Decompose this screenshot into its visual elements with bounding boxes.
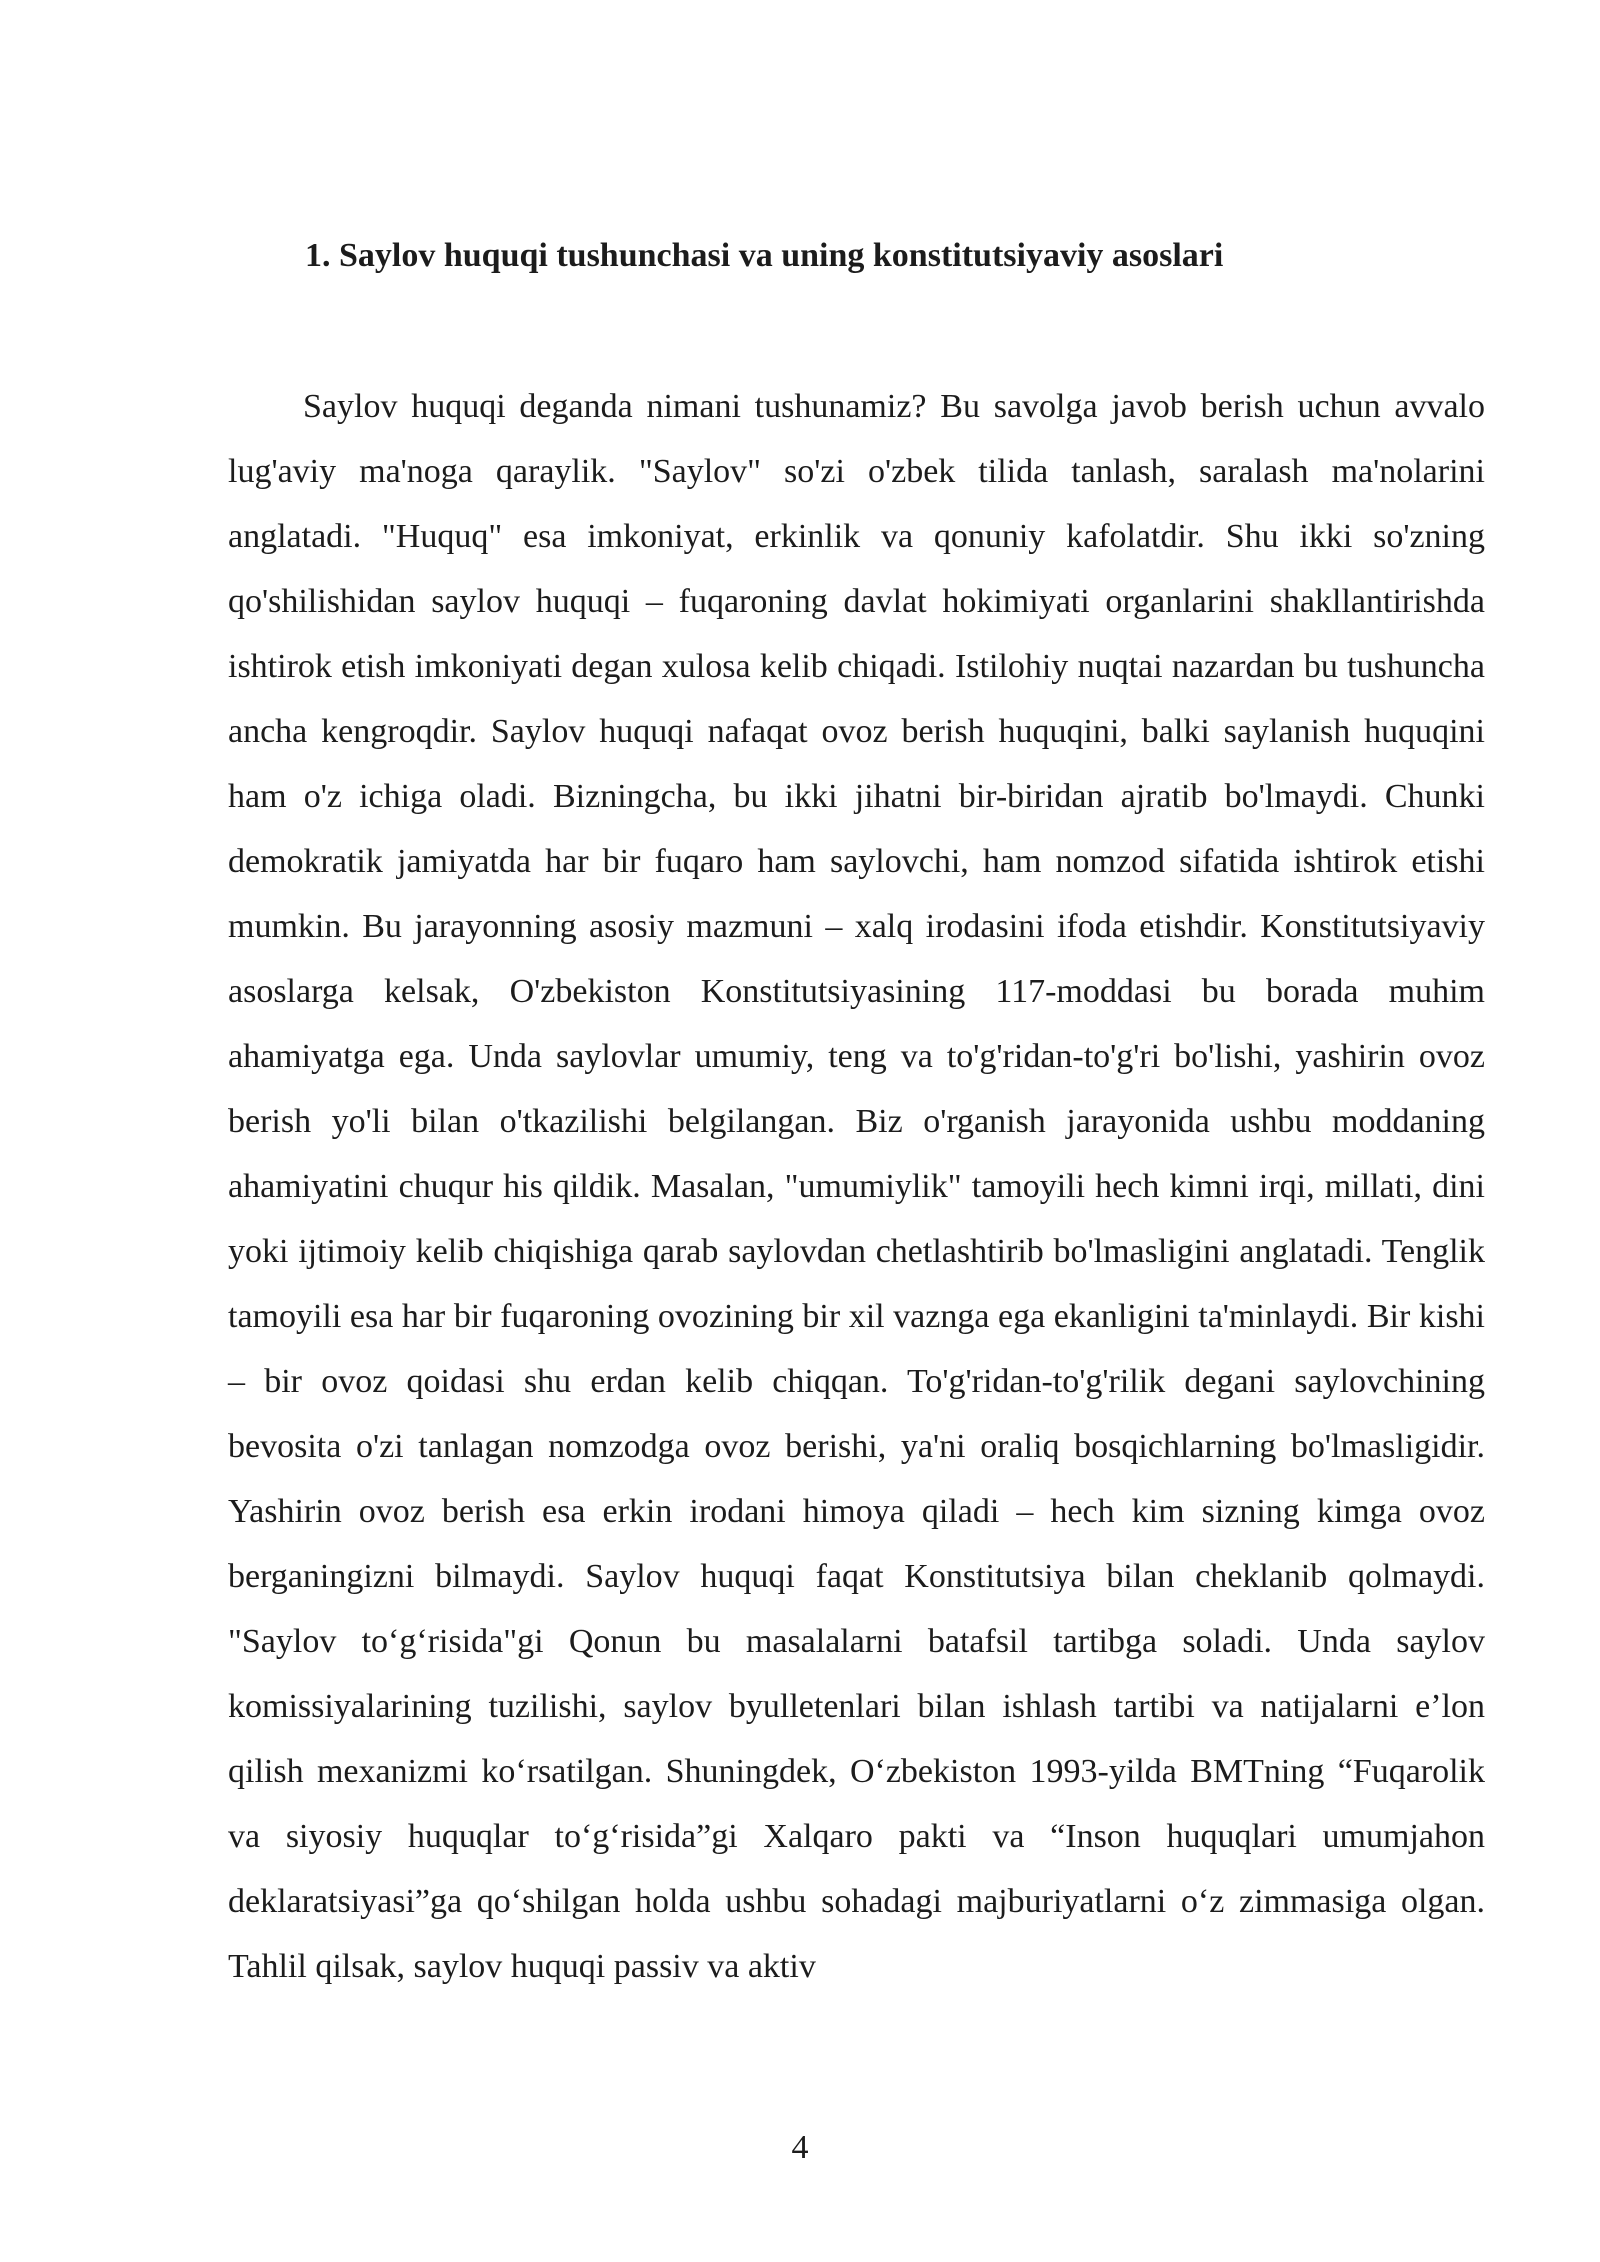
body-paragraph: Saylov huquqi deganda nimani tushunamiz? Bu savolga javob berish uchun avvalo lug'aviy ma'noga qaraylik. "Saylov" so'zi o'zbek tilida tanlash, saralash ma'nolarini anglatadi. "Huquq" esa imkoniyat, erkinlik va qonuniy kafolatdir. Shu ikki so'zning qo'shilishidan saylov huquqi – fuqaroning davlat hokimiyati organlarini shakllantirishda ishtirok etish imkoniyati degan xulosa kelib chiqadi. Istilohiy nuqtai nazardan bu tushuncha ancha kengroqdir. Saylov huquqi nafaqat ovoz berish huquqini, balki saylanish huquqini ham o'z ichiga oladi. Bizningcha, bu ikki jihatni bir-biridan ajratib bo'lmaydi. Chunki demokratik jamiyatda har bir fuqaro ham saylovchi, ham nomzod sifatida ishtirok etishi mumkin. Bu jarayonning asosiy mazmuni – xalq irodasini ifoda etishdir. Konstitutsiyaviy asoslarga kelsak, O'zbekiston Konstitutsiyasining 117-moddasi bu borada muhim ahamiyatga ega. Unda saylovlar umumiy, teng va to'g'ridan-to'g'ri bo'lishi, yashirin ovoz berish yo'li bilan o'tkazilishi belgilangan. Biz o'rganish jarayonida ushbu moddaning ahamiyatini chuqur his qildik. Masalan, "umumiylik" tamoyili hech kimni irqi, millati, dini yoki ijtimoiy kelib chiqishiga qarab saylovdan chetlashtirib bo'lmasligini anglatadi. Tenglik tamoyili esa har bir fuqaroning ovozining bir xil vaznga ega ekanligini ta'minlaydi. Bir kishi – bir ovoz qoidasi shu erdan kelib chiqqan. To'g'ridan-to'g'rilik degani saylovchining bevosita o'zi tanlagan nomzodga ovoz berishi, ya'ni oraliq bosqichlarning bo'lmasligidir. Yashirin ovoz berish esa erkin irodani himoya qiladi – hech kim sizning kimga ovoz berganingizni bilmaydi. Saylov huquqi faqat Konstitutsiya bilan cheklanib qolmaydi. "Saylov to‘g‘risida"gi Qonun bu masalalarni batafsil tartibga soladi. Unda saylov komissiyalarining tuzilishi, saylov byulletenlari bilan ishlash tartibi va natijalarni e’lon qilish mexanizmi ko‘rsatilgan. Shuningdek, O‘zbekiston 1993-yilda BMTning “Fuqarolik va siyosiy huquqlar to‘g‘risida”gi Xalqaro pakti va “Inson huquqlari umumjahon deklaratsiyasi”ga qo‘shilgan holda ushbu sohadagi majburiyatlarni o‘z zimmasiga olgan. Tahlil qilsak, saylov huquqi passiv va aktiv xyxy=(228,388,1485,1985)
page-number: 4 xyxy=(791,2129,809,2166)
section-heading: 1. Saylov huquqi tushunchasi va uning konstitutsiyaviy asoslari xyxy=(305,237,1224,274)
